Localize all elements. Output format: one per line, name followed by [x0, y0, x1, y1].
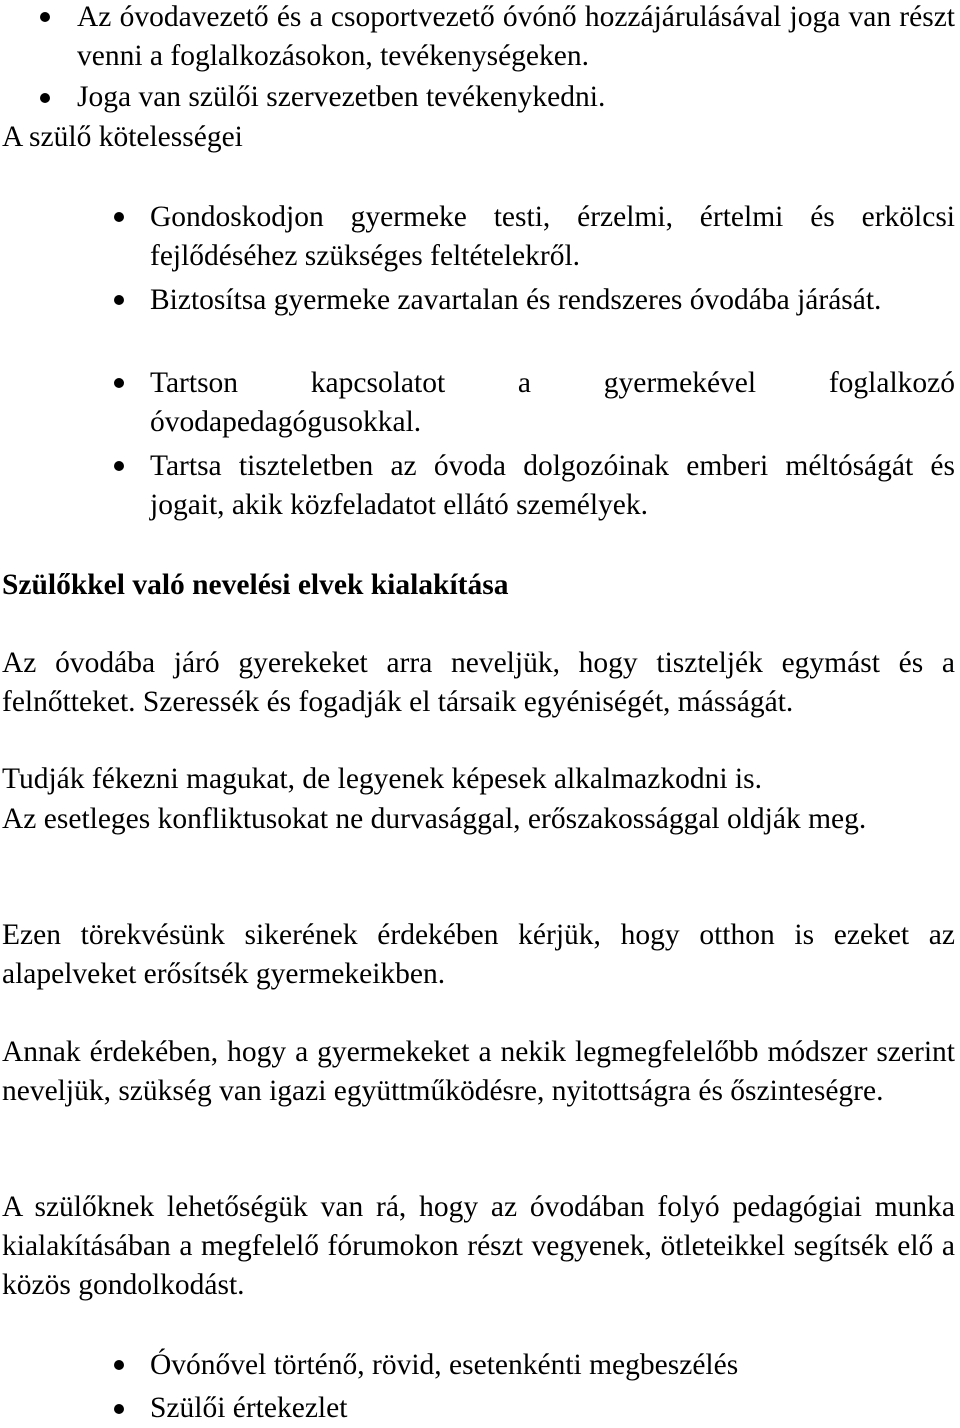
list-item: Tartson kapcsolatot a gyermekével foglalkozó óvodapedagógusokkal. — [150, 367, 955, 438]
paragraph: Annak érdekében, hogy a gyermekeket a nekik legmegfelelőbb módszer szerint neveljük, szükség van igazi együttműködésre, nyitottságra és őszinteségre. — [2, 1036, 955, 1107]
section-heading: Szülőkkel való nevelési elvek kialakítása — [2, 569, 509, 601]
bullet-icon — [114, 295, 124, 305]
bullet-icon — [114, 1404, 124, 1414]
list-item: Az óvodavezető és a csoportvezető óvónő hozzájárulásával joga van részt venni a foglalkozásokon, tevékenységeken. — [77, 1, 955, 72]
paragraph: A szülőknek lehetőségük van rá, hogy az óvodában folyó pedagógiai munka kialakításában a megfelelő fórumokon részt vegyenek, ötleteikkel segítsék elő a közös gondolkodást. — [2, 1191, 955, 1301]
paragraph: Ezen törekvésünk sikerének érdekében kérjük, hogy otthon is ezeket az alapelveket erősítsék gyermekeikben. — [2, 919, 955, 990]
list-item: Tartsa tiszteletben az óvoda dolgozóinak emberi méltóságát és jogait, akik közfeladatot ellátó személyek. — [150, 450, 955, 521]
bullet-icon — [114, 378, 124, 388]
list-item: Joga van szülői szervezetben tevékenykedni. — [77, 81, 606, 113]
list-item: Óvónővel történő, rövid, esetenkénti megbeszélés — [150, 1349, 739, 1381]
bullet-icon — [114, 461, 124, 471]
section-heading: A szülő kötelességei — [2, 121, 243, 153]
list-item: Biztosítsa gyermeke zavartalan és rendszeres óvodába járását. — [150, 284, 882, 316]
bullet-icon — [40, 93, 50, 103]
paragraph: Az óvodába járó gyerekeket arra neveljük, hogy tiszteljék egymást és a felnőtteket. Szeressék és fogadják el társaik egyéniségét, másságát. — [2, 647, 955, 718]
bullet-icon — [40, 12, 50, 22]
bullet-icon — [114, 1360, 124, 1370]
paragraph: Az esetleges konfliktusokat ne durvasággal, erőszakossággal oldják meg. — [2, 803, 867, 835]
paragraph: Tudják fékezni magukat, de legyenek képesek alkalmazkodni is. — [2, 763, 762, 795]
list-item: Szülői értekezlet — [150, 1392, 348, 1424]
list-item: Gondoskodjon gyermeke testi, érzelmi, értelmi és erkölcsi fejlődéséhez szükséges feltételekről. — [150, 201, 955, 272]
bullet-icon — [114, 212, 124, 222]
